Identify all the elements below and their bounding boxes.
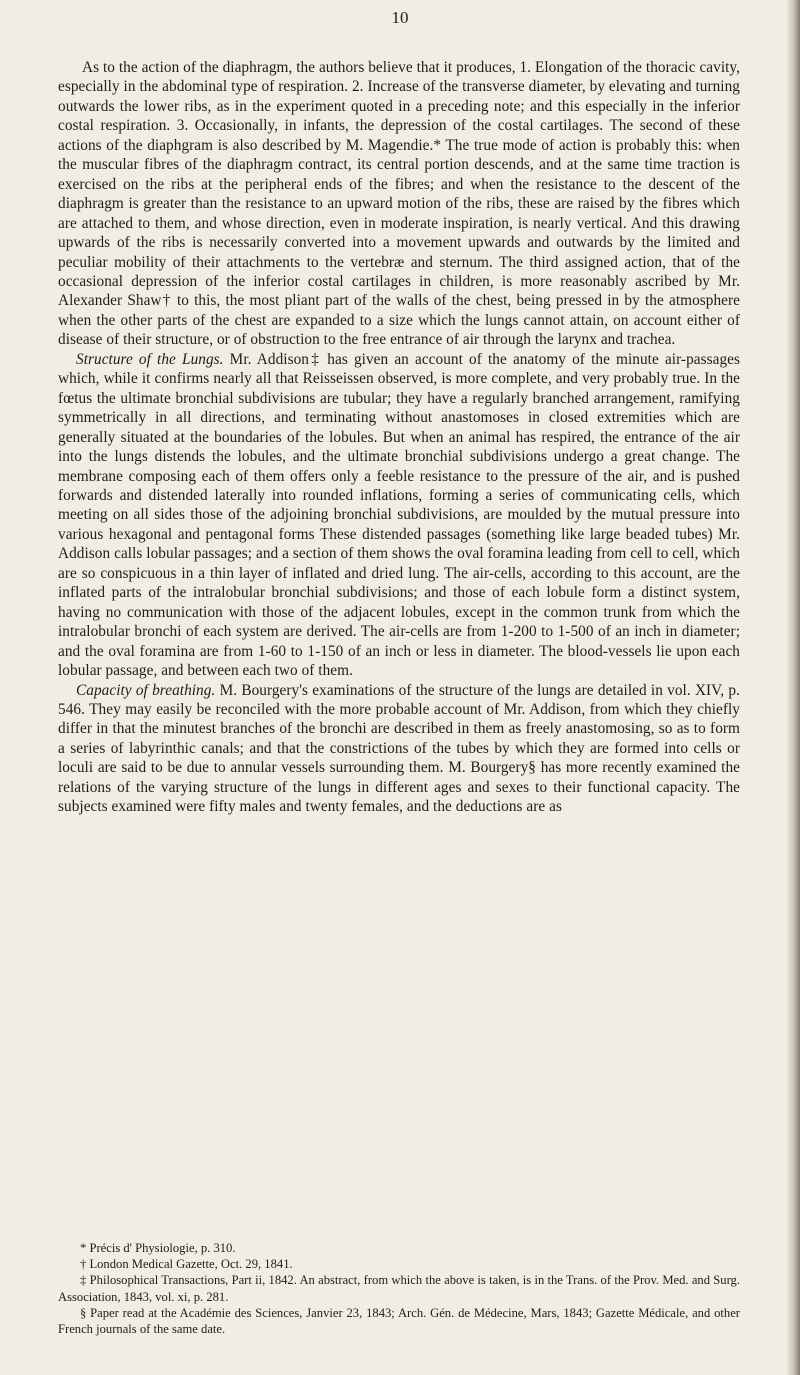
paragraph-structure-of-lungs xyxy=(58,350,740,681)
footnote: § Paper read at the Académie des Sciences, Janvier 23, 1843; Arch. Gén. de Médecine, Mars, 1843; Gazette Médicale, and other French journals of the same date. xyxy=(58,1305,740,1337)
footnote: * Précis d' Physiologie, p. 310. xyxy=(80,1241,236,1255)
footnotes xyxy=(58,1240,740,1337)
section-heading: Capacity of breathing. xyxy=(76,681,216,699)
paragraph-text: Mr. Addison‡ has given an account of the anatomy of the minute air-passages which, while it confirms nearly all that Reisseissen observed, is more complete, and very probably true. In the fœtus the ultimate bronchial subdivisions are tubular; they have a regularly branched arrangement, ramifying symmetrically in all directions, and terminating without anastomoses in closed extremities which are generally situated at the boundaries of the lobules. But when an animal has respired, the entrance of the air into the lungs distends the lobules, and the ultimate bronchial subdivisions undergo a great change. The membrane composing each of them offers only a feeble resistance to the pressure of the air, and is pushed forwards and distended laterally into rounded inflations, forming a series of communicating cells, which meeting on all sides those of the adjoining bronchial subdivisions, are moulded by the mutual pressure into various hexagonal and pentagonal forms These distended passages (something like large beaded tubes) Mr. Addison calls lobular passages; and a section of them shows the oval foramina leading from cell to cell, which are so conspicuous in a thin layer of inflated and dried lung. The air-cells, according to this account, are the inflated parts of the intralobular bronchial subdivisions; and those of each lobule form a distinct system, having no communication with those of the adjacent lobules, except in the common trunk from which the intralobular bronchi of each system are derived. The air-cells are from 1-200 to 1-500 of an inch in diameter; and the oval foramina are from 1-60 to 1-150 of an inch or less in diameter. The blood-vessels lie upon each lobular passage, and between each two of them. xyxy=(58,350,740,680)
footnote: † London Medical Gazette, Oct. 29, 1841. xyxy=(80,1257,293,1272)
paragraph-text: As to the action of the diaphragm, the authors believe that it produces, 1. Elongation of the thoracic cavity, especially in the abdominal type of respiration. 2. Increase of the transverse diameter, by elevating and turning outwards the lower ribs, as in the experiment quoted in a preceding note; and this especially in the inferior costal respiration. 3. Occasionally, in infants, the depression of the costal cartilages. The second of these actions of the diaphgram is also described by M. Magendie.* The true mode of action is probably this: when the muscular fibres of the diaphragm contract, its central portion descends, and at the same time traction is exercised on the ribs at the peripheral ends of the fibres; and when the resistance to the descent of the diaphragm is greater than the resistance to an upward motion of the ribs, these are raised by the fibres which are attached to them, and whose direction, even in moderate inspiration, is nearly vertical. And this drawing upwards of the ribs is necessarily converted into a movement upwards and outwards by the limited and peculiar mobility of their attachments to the vertebræ and sternum. The third assigned action, that of the occasional depression of the inferior costal cartilages in children, is more reasonably ascribed by Mr. Alexander Shaw† to this, the most pliant part of the walls of the chest, being pressed in by the atmosphere when the other parts of the chest are expanded to a size which the lungs cannot attain, on account either of disease of their structure, or of obstruction to the free entrance of air through the larynx and trachea. xyxy=(58,59,740,349)
paragraph-text: M. Bourgery's examinations of the structure of the lungs are detailed in vol. XIV, p. 546. They may easily be reconciled with the more probable account of Mr. Addison, from which they chiefly differ in that the minutest branches of the bronchi are described in them as freely anastomosing, so as to form a series of labyrinthic canals; and that the constrictions of the tubes by which they are formed into cells or loculi are said to be due to annular vessels surrounding them. M. Bourgery§ has more recently examined the relations of the varying structure of the lungs in different ages and sexes to their functional capacity. The subjects examined were fifty males and twenty females, and the deductions are as xyxy=(58,681,740,816)
body-text xyxy=(58,58,740,817)
paragraph-capacity-of-breathing xyxy=(58,681,740,817)
paragraph-diaphragm xyxy=(58,58,740,350)
page-number: 10 xyxy=(391,8,409,27)
section-heading: Structure of the Lungs. xyxy=(76,350,224,368)
page-edge-shadow xyxy=(786,0,800,1375)
footnote: ‡ Philosophical Transactions, Part ii, 1842. An abstract, from which the above is taken, is in the Trans. of the Prov. Med. and Surg. Association, 1843, vol. xi, p. 281. xyxy=(58,1273,740,1304)
